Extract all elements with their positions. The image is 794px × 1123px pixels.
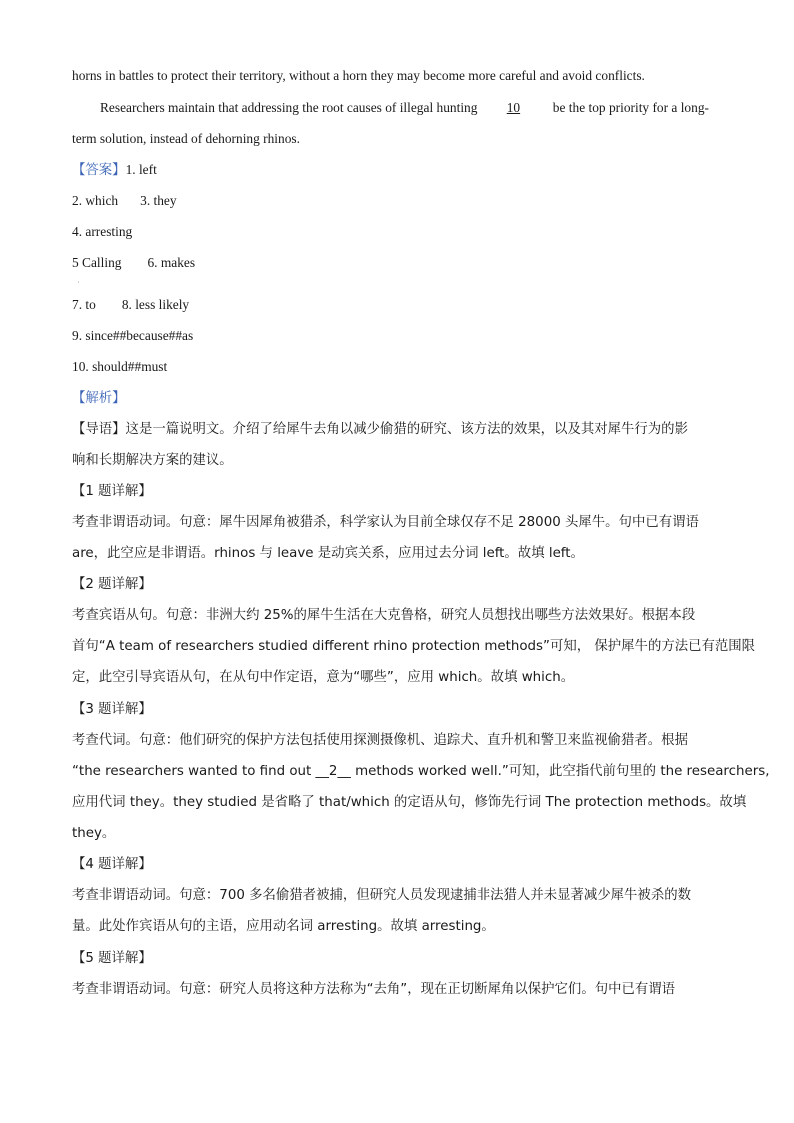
q1-line-1: 考查非谓语动词。句意：犀牛因犀角被猎杀，科学家认为目前全球仅存不足 28000 头犀牛。句中已有谓语 — [72, 515, 699, 530]
passage-line-1: horns in battles to protect their territory, without a horn they may become more careful and avoid conflicts. — [72, 68, 645, 83]
guide-line-1: 【导语】这是一篇说明文。介绍了给犀牛去角以减少偷猎的研究、该方法的效果，以及其对犀牛行为的影 — [72, 422, 688, 437]
answer-8: 8. less likely — [121, 297, 190, 312]
answer-row-3 — [72, 254, 195, 272]
answer-5: 5 Calling — [72, 255, 122, 270]
answer-4: 4. arresting — [72, 224, 133, 239]
guide-line-2: 响和长期解决方案的建议。 — [72, 453, 233, 468]
answer-tag: 【答案】 — [72, 163, 126, 178]
analysis-tag: 【解析】 — [72, 391, 126, 406]
q1-line-2: are，此空应是非谓语。rhinos 与 leave 是动宾关系，应用过去分词 left。故填 left。 — [72, 546, 584, 561]
q2-title: 【2 题详解】 — [72, 577, 152, 592]
q4-line-2: 量。此处作宾语从句的主语，应用动名词 arresting。故填 arresting。 — [72, 919, 495, 934]
answer-3: 3. they — [140, 193, 177, 208]
q5-line-1: 考查非谓语动词。句意：研究人员将这种方法称为“去角”，现在正切断犀角以保护它们。句中已有谓语 — [72, 982, 676, 997]
answer-row-4 — [72, 296, 189, 314]
q3-title: 【3 题详解】 — [72, 702, 152, 717]
answer-2: 2. which — [72, 193, 119, 208]
answer-10: 10. should##must — [72, 359, 168, 374]
q3-line-1: 考查代词。句意：他们研究的保护方法包括使用探测摄像机、追踪犬、直升机和警卫来监视偷猎者。根据 — [72, 733, 688, 748]
q3-line-4: they。 — [72, 826, 116, 841]
passage-line-2-end: be the top priority for a long- — [552, 100, 709, 115]
answer-row-2 — [72, 192, 177, 210]
answer-9: 9. since##because##as — [72, 328, 194, 343]
q2-line-3: 定，此空引导宾语从句，在从句中作定语，意为“哪些”，应用 which。故填 which。 — [72, 670, 575, 685]
q2-line-1: 考查宾语从句。句意：非洲大约 25%的犀牛生活在大克鲁格，研究人员想找出哪些方法效果好。根据本段 — [72, 608, 696, 623]
answer-7: 7. to — [72, 297, 96, 312]
answer-1: 1. left — [125, 162, 157, 177]
passage-line-2-start: Researchers maintain that addressing the root causes of illegal hunting — [100, 100, 478, 115]
stray-dot-mark: · — [77, 278, 80, 287]
q3-line-2: “the researchers wanted to find out __2__ methods worked well.”可知，此空指代前句里的 the researchers, — [72, 764, 770, 779]
answer-row-1 — [72, 161, 157, 180]
q3-line-3: 应用代词 they。they studied 是省略了 that/which 的定语从句，修饰先行词 The protection methods。故填 — [72, 795, 747, 810]
passage-line-2 — [100, 99, 709, 117]
q2-line-2: 首句“A team of researchers studied different rhino protection methods”可知， 保护犀牛的方法已有范围限 — [72, 639, 756, 654]
blank-10: 10 — [506, 100, 521, 115]
q4-title: 【4 题详解】 — [72, 857, 152, 872]
q1-title: 【1 题详解】 — [72, 484, 152, 499]
q5-title: 【5 题详解】 — [72, 951, 152, 966]
q4-line-1: 考查非谓语动词。句意：700 多名偷猎者被捕，但研究人员发现逮捕非法猎人并未显著减少犀牛被杀的数 — [72, 888, 691, 903]
passage-line-3: term solution, instead of dehorning rhinos. — [72, 131, 300, 146]
answer-6: 6. makes — [147, 255, 196, 270]
